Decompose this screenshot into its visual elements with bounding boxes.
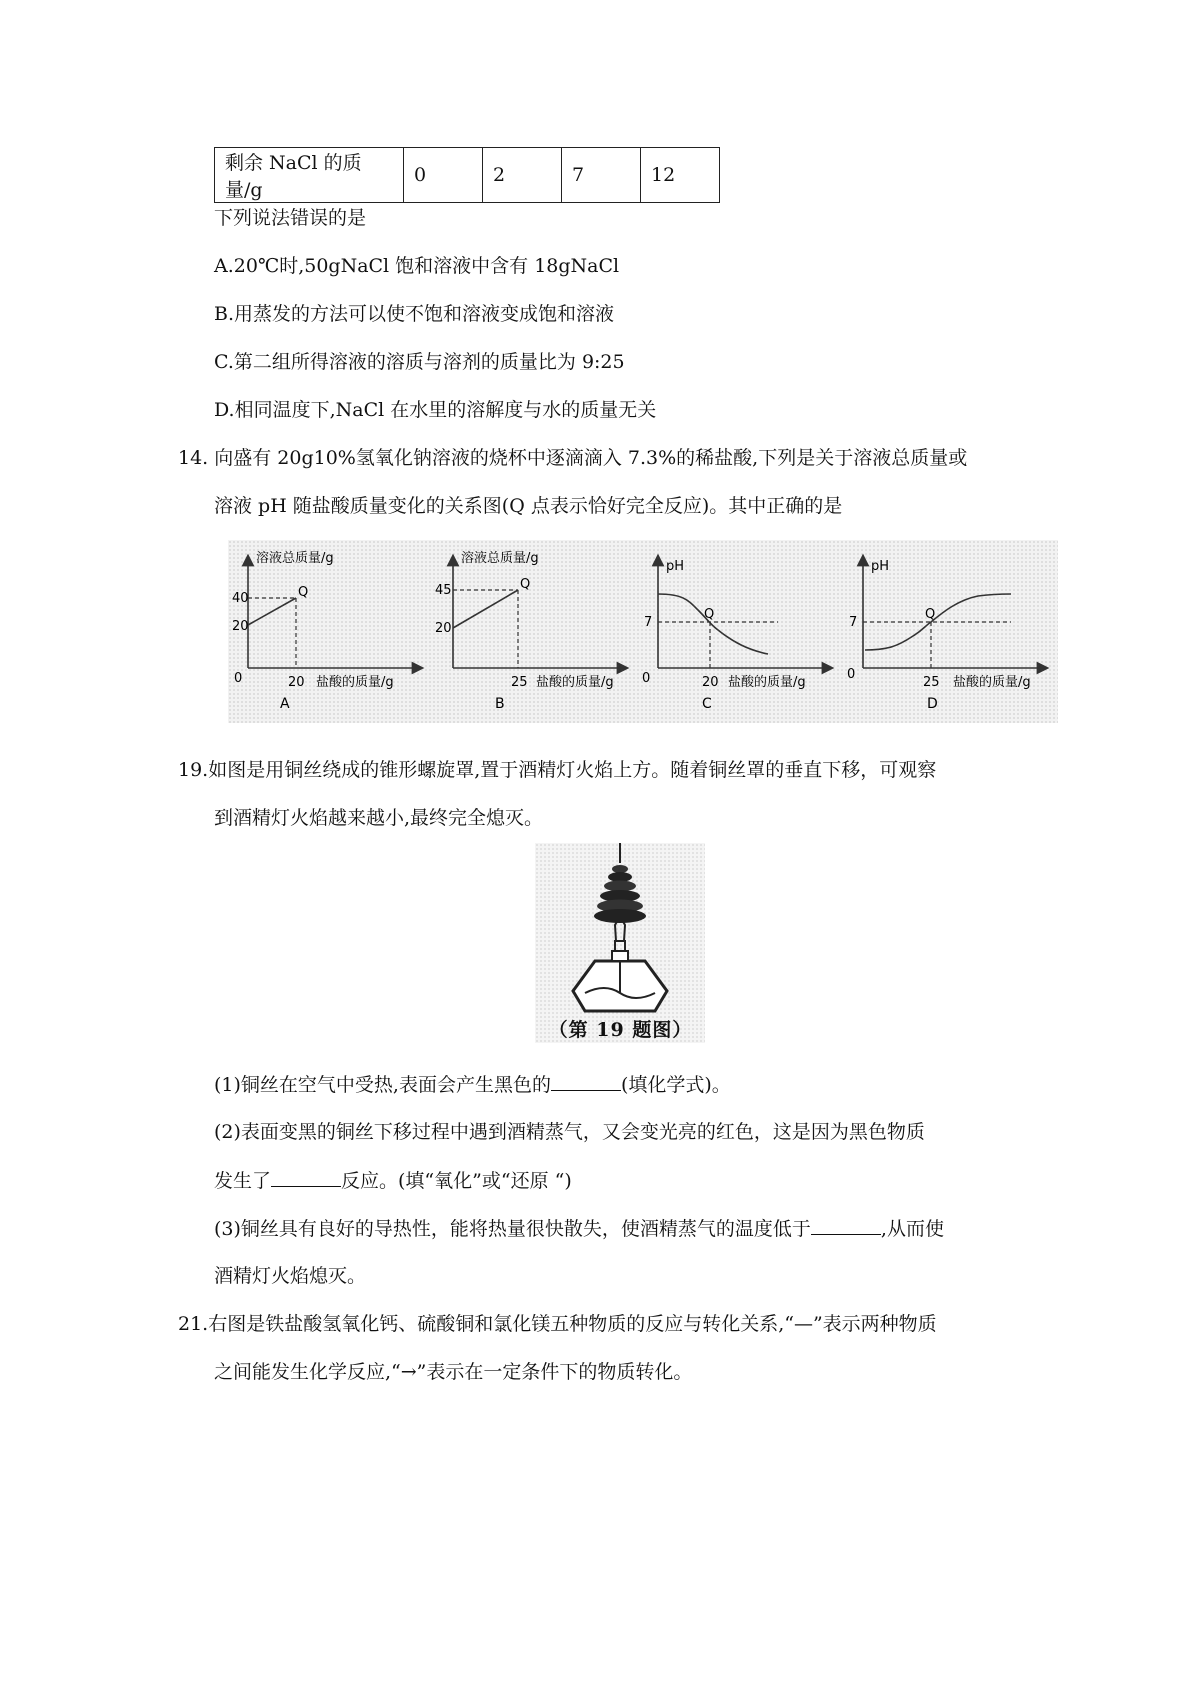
graph-b-line bbox=[453, 590, 518, 628]
answer-blank bbox=[551, 1072, 621, 1091]
q13-option-c: C.第二组所得溶液的溶质与溶剂的质量比为 9:25 bbox=[214, 351, 625, 373]
graph-c-ytick: 7 bbox=[644, 615, 653, 630]
residual-nacl-table bbox=[214, 147, 720, 203]
q19-part3-line1 bbox=[214, 1216, 944, 1241]
answer-blank bbox=[271, 1168, 341, 1187]
q19-figure-caption: （第 19 题图） bbox=[548, 1019, 693, 1041]
table-cell: 7 bbox=[562, 148, 641, 203]
graph-c-xtick: 20 bbox=[702, 675, 719, 690]
q19-part1 bbox=[214, 1072, 731, 1097]
table-row-label: 剩余 NaCl 的质量/g bbox=[215, 148, 404, 203]
graph-b-xtick: 25 bbox=[511, 675, 528, 690]
q19-part2-text: 发生了 bbox=[214, 1170, 272, 1192]
graph-b bbox=[435, 550, 623, 712]
graph-c bbox=[642, 559, 828, 712]
graph-c-xlabel: 盐酸的质量/g bbox=[728, 675, 806, 690]
q13-stem: 下列说法错误的是 bbox=[214, 207, 367, 229]
q19-part2-line2 bbox=[214, 1168, 572, 1193]
graph-a bbox=[232, 550, 418, 712]
q19-part1-text: (1)铜丝在空气中受热,表面会产生黑色的 bbox=[214, 1074, 551, 1096]
graph-a-line bbox=[248, 598, 296, 625]
q19-stem-line1: 19.如图是用铜丝绕成的锥形螺旋罩,置于酒精灯火焰上方。随着铜丝罩的垂直下移，可观察 bbox=[178, 759, 937, 781]
graph-c-origin: 0 bbox=[642, 671, 651, 686]
graph-d-xlabel: 盐酸的质量/g bbox=[953, 675, 1031, 690]
q19-part3-line2: 酒精灯火焰熄灭。 bbox=[214, 1265, 367, 1287]
q21-stem-line1: 21.右图是铁盐酸氢氧化钙、硫酸铜和氯化镁五种物质的反应与转化关系,“—”表示两种物质 bbox=[178, 1313, 937, 1335]
graph-d-ytick: 7 bbox=[849, 615, 858, 630]
graph-a-ytick-low: 20 bbox=[232, 619, 249, 634]
graph-c-letter: C bbox=[702, 696, 712, 712]
q13-option-b: B.用蒸发的方法可以使不饱和溶液变成饱和溶液 bbox=[214, 303, 615, 325]
q19-part2-suffix: 反应。(填“氧化”或“还原 “) bbox=[341, 1170, 572, 1192]
graph-c-ylabel: pH bbox=[666, 559, 685, 574]
q13-option-a: A.20℃时,50gNaCl 饱和溶液中含有 18gNaCl bbox=[214, 255, 620, 277]
table-cell: 12 bbox=[641, 148, 720, 203]
graph-c-curve bbox=[658, 594, 768, 654]
q21-stem-line2: 之间能发生化学反应,“→”表示在一定条件下的物质转化。 bbox=[214, 1361, 693, 1383]
table-row bbox=[215, 148, 720, 203]
graph-a-ytick-high: 40 bbox=[232, 591, 249, 606]
q14-stem-line2: 溶液 pH 随盐酸质量变化的关系图(Q 点表示恰好完全反应)。其中正确的是 bbox=[214, 495, 843, 517]
q19-figure bbox=[535, 843, 705, 1043]
graph-d-point: Q bbox=[925, 607, 936, 622]
graph-d-origin: 0 bbox=[847, 667, 856, 682]
table-cell: 0 bbox=[404, 148, 483, 203]
q19-stem-line2: 到酒精灯火焰越来越小,最终完全熄灭。 bbox=[214, 807, 544, 829]
graph-a-point: Q bbox=[298, 585, 309, 600]
graph-b-xlabel: 盐酸的质量/g bbox=[536, 675, 614, 690]
q13-option-d: D.相同温度下,NaCl 在水里的溶解度与水的质量无关 bbox=[214, 399, 657, 421]
q19-part3-text: (3)铜丝具有良好的导热性，能将热量很快散失，使酒精蒸气的温度低于 bbox=[214, 1218, 811, 1240]
q19-part1-suffix: (填化学式)。 bbox=[620, 1074, 731, 1096]
answer-blank bbox=[811, 1216, 881, 1235]
q14-stem-line1: 14. 向盛有 20g10%氢氧化钠溶液的烧杯中逐滴滴入 7.3%的稀盐酸,下列是关于溶液总质量或 bbox=[178, 447, 968, 469]
graph-b-ylabel: 溶液总质量/g bbox=[461, 551, 539, 566]
q19-part3-suffix: ,从而使 bbox=[880, 1218, 944, 1240]
graph-d bbox=[847, 559, 1043, 712]
graph-d-xtick: 25 bbox=[923, 675, 940, 690]
table-cell: 2 bbox=[483, 148, 562, 203]
graph-c-point: Q bbox=[704, 607, 715, 622]
graph-a-letter: A bbox=[280, 696, 290, 712]
q14-graphs bbox=[228, 540, 1058, 723]
graph-a-origin: 0 bbox=[234, 671, 243, 686]
graph-a-xtick: 20 bbox=[288, 675, 305, 690]
graph-b-ytick-low: 20 bbox=[435, 621, 452, 636]
q14-graphs-svg bbox=[228, 540, 1058, 723]
graph-b-point: Q bbox=[520, 577, 531, 592]
graph-b-ytick-high: 45 bbox=[435, 583, 452, 598]
graph-d-letter: D bbox=[927, 696, 938, 712]
graph-d-ylabel: pH bbox=[871, 559, 890, 574]
q19-part2-line1: (2)表面变黑的铜丝下移过程中遇到酒精蒸气，又会变光亮的红色，这是因为黑色物质 bbox=[214, 1121, 925, 1143]
graph-a-ylabel: 溶液总质量/g bbox=[256, 551, 334, 566]
copper-coil-lamp-illustration bbox=[535, 843, 705, 1043]
graph-a-xlabel: 盐酸的质量/g bbox=[316, 675, 394, 690]
graph-b-letter: B bbox=[495, 696, 505, 712]
